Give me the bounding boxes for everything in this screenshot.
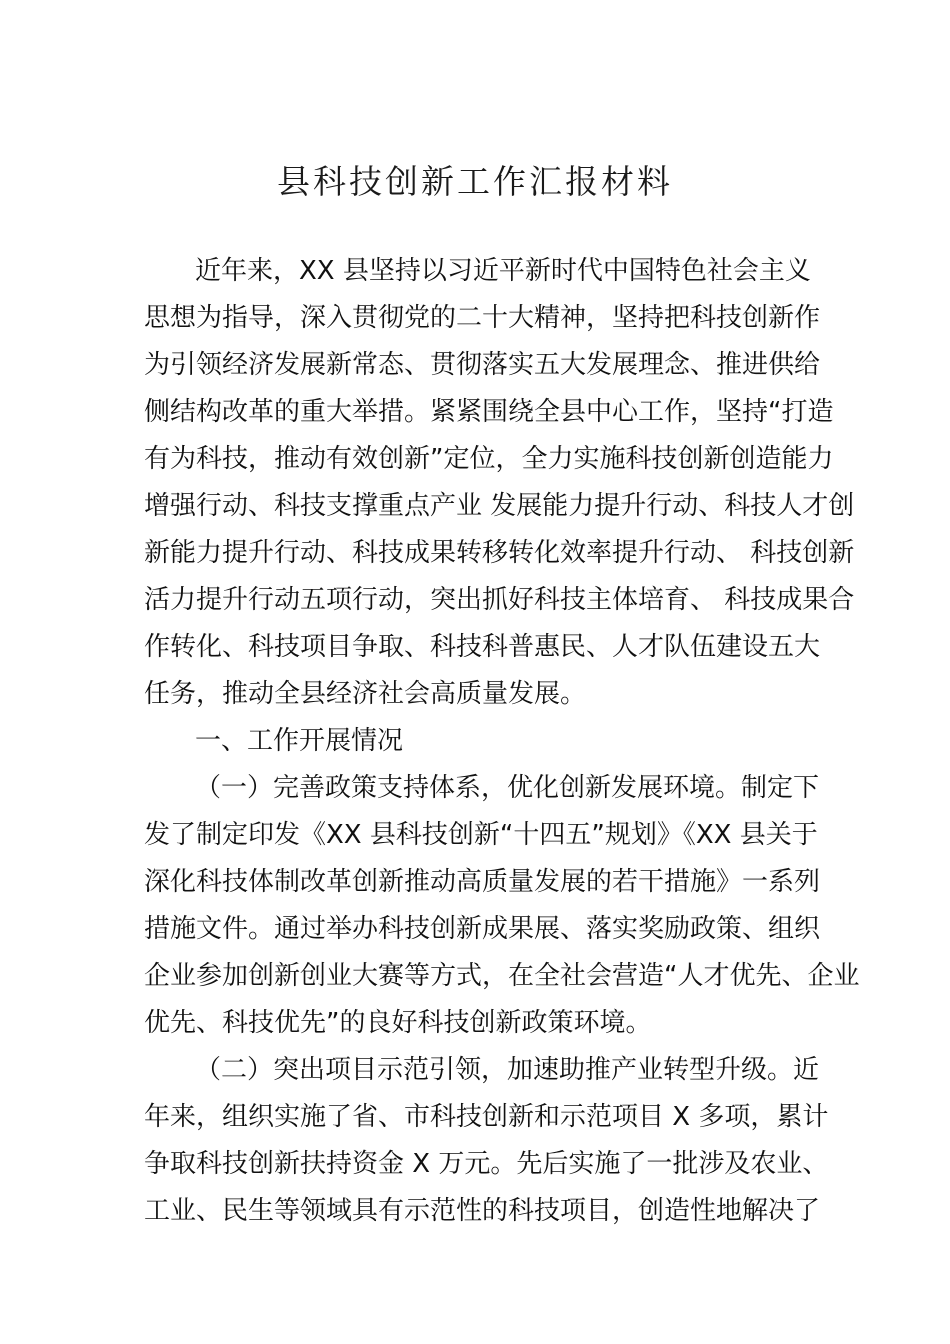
paragraph-line: 增强行动、科技支撑重点产业 发展能力提升行动、科技人才创 — [144, 491, 855, 521]
paragraph-line: 近年来，XX 县坚持以习近平新时代中国特色社会主义 — [195, 256, 811, 286]
paragraph-line: 优先、科技优先”的良好科技创新政策环境。 — [144, 1008, 652, 1038]
paragraph-line: 任务，推动全县经济社会高质量发展。 — [144, 679, 587, 709]
paragraph-line: 深化科技体制改革创新推动高质量发展的若干措施》一系列 — [144, 867, 821, 897]
paragraph-line: 发了制定印发《XX 县科技创新“十四五”规划》《XX 县关于 — [144, 820, 818, 850]
paragraph-line: 企业参加创新创业大赛等方式，在全社会营造“人才优先、企业 — [144, 961, 860, 991]
paragraph-line: 工业、民生等领域具有示范性的科技项目，创造性地解决了 — [144, 1196, 821, 1226]
document-title: 县科技创新工作汇报材料 — [277, 162, 673, 201]
paragraph-line: 思想为指导，深入贯彻党的二十大精神，坚持把科技创新作 — [144, 303, 821, 333]
paragraph-line: 年来，组织实施了省、市科技创新和示范项目 X 多项，累计 — [144, 1102, 829, 1132]
paragraph-line: 措施文件。通过举办科技创新成果展、落实奖励政策、组织 — [144, 914, 821, 944]
paragraph-line: 争取科技创新扶持资金 X 万元。先后实施了一批涉及农业、 — [144, 1149, 829, 1179]
paragraph-line: 为引领经济发展新常态、贯彻落实五大发展理念、推进供给 — [144, 350, 821, 380]
paragraph-line: 新能力提升行动、科技成果转移转化效率提升行动、 科技创新 — [144, 538, 855, 568]
section-heading: 一、工作开展情况 — [195, 726, 404, 756]
paragraph-line: 活力提升行动五项行动，突出抓好科技主体培育、 科技成果合 — [144, 585, 855, 615]
paragraph-line: （一）完善政策支持体系，优化创新发展环境。制定下 — [195, 773, 820, 803]
paragraph-line: （二）突出项目示范引领，加速助推产业转型升级。近 — [195, 1055, 820, 1085]
paragraph-line: 作转化、科技项目争取、科技科普惠民、人才队伍建设五大 — [144, 632, 821, 662]
paragraph-line: 有为科技，推动有效创新”定位，全力实施科技创新创造能力 — [144, 444, 834, 474]
paragraph-line: 侧结构改革的重大举措。紧紧围绕全县中心工作，坚持“打造 — [144, 397, 834, 427]
